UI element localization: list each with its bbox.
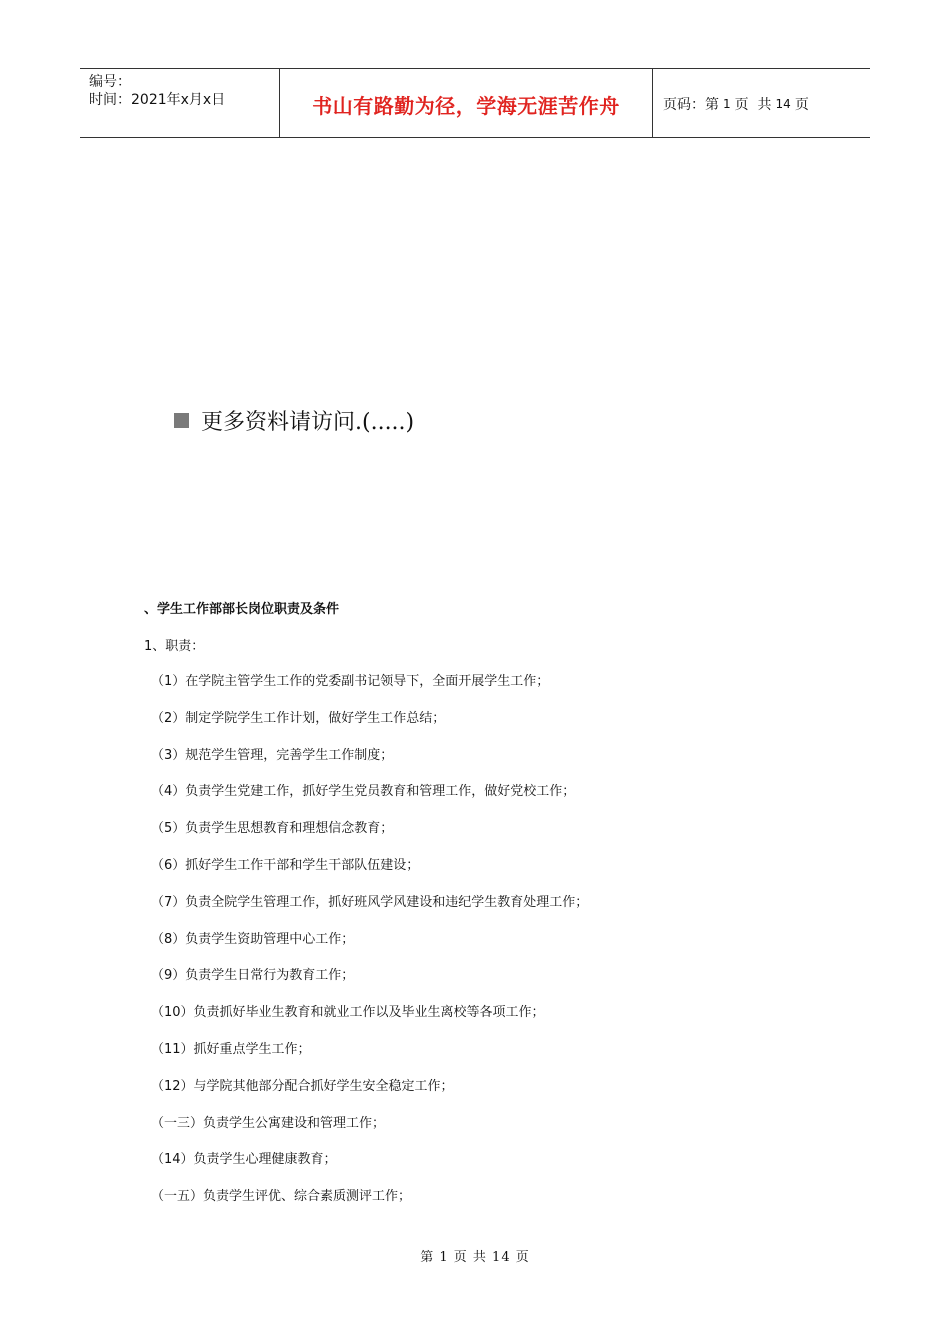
list-item: （5）负责学生思想教育和理想信念教育；: [151, 821, 394, 837]
list-item: （10）负责抓好毕业生教育和就业工作以及毕业生离校等各项工作；: [151, 1005, 545, 1021]
list-item: （8）负责学生资助管理中心工作；: [151, 931, 355, 947]
more-info-text: 更多资料请访问.(.....): [201, 410, 415, 435]
section-title: 、学生工作部部长岗位职责及条件: [144, 602, 340, 617]
page-total: 14: [775, 97, 791, 111]
list-item: （4）负责学生党建工作，抓好学生党员教育和管理工作，做好党校工作；: [151, 784, 576, 800]
more-info-link[interactable]: [174, 405, 414, 436]
list-item: （9）负责学生日常行为教育工作；: [151, 968, 355, 984]
header-page-number: [653, 69, 870, 137]
time-label: 时间：2021年x月x日: [89, 92, 226, 108]
page-prefix: 页码：第: [663, 97, 719, 113]
list-item: （11）抓好重点学生工作；: [151, 1041, 311, 1057]
header-motto: 书山有路勤为径，学海无涯苦作舟: [280, 69, 653, 137]
page-mid: 页 共: [734, 97, 772, 113]
number-label: 编号：: [89, 74, 131, 90]
list-item: （12）与学院其他部分配合抓好学生安全稳定工作；: [151, 1078, 454, 1094]
square-bullet-icon: [174, 413, 189, 428]
list-item: （14）负责学生心理健康教育；: [151, 1152, 337, 1168]
header-table: [80, 68, 870, 138]
page-suffix: 页: [794, 97, 809, 113]
duty-list: [151, 672, 588, 1224]
list-item: （一五）负责学生评优、综合素质测评工作；: [151, 1189, 412, 1205]
list-item: （6）抓好学生工作干部和学生干部队伍建设；: [151, 857, 420, 873]
list-item: （7）负责全院学生管理工作，抓好班风学风建设和违纪学生教育处理工作；: [151, 894, 589, 910]
section-subtitle: 1、职责：: [144, 639, 205, 654]
list-item: （3）规范学生管理，完善学生工作制度；: [151, 747, 394, 763]
header-meta: [80, 69, 280, 137]
list-item: （1）在学院主管学生工作的党委副书记领导下，全面开展学生工作；: [151, 674, 550, 689]
page-footer: 第 1 页 共 14 页: [420, 1250, 530, 1265]
page-current: 1: [723, 97, 731, 111]
list-item: （2）制定学院学生工作计划，做好学生工作总结；: [151, 710, 446, 726]
list-item: （一三）负责学生公寓建设和管理工作；: [151, 1115, 386, 1131]
